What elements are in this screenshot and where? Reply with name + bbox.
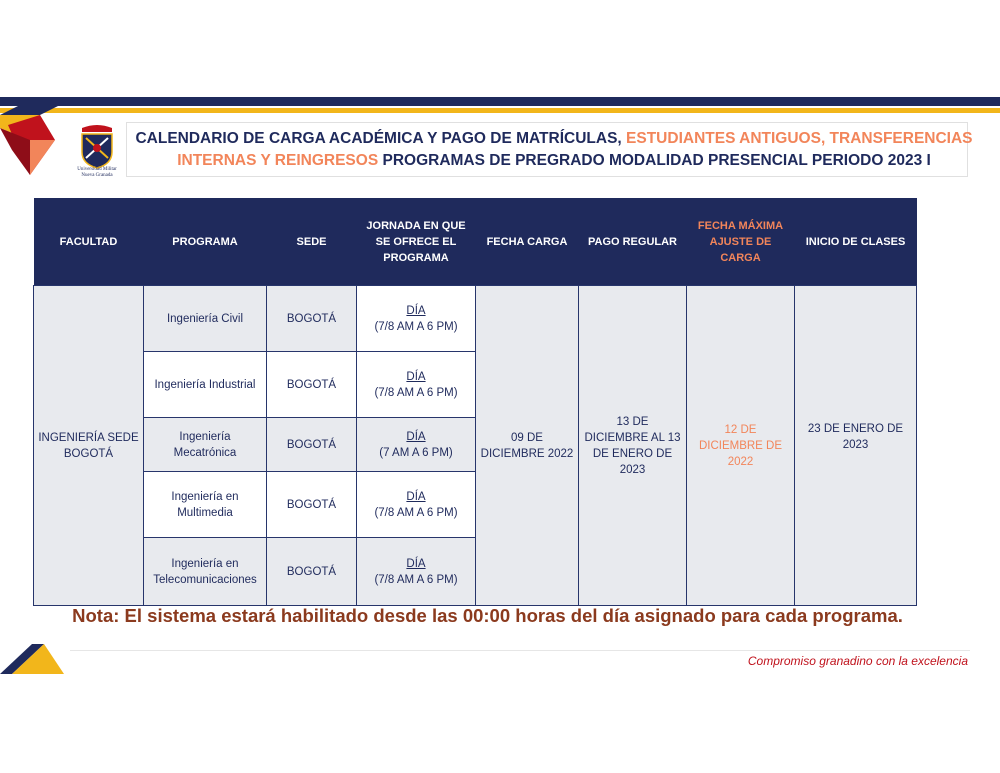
note-text: Nota: El sistema estará habilitado desde las 00:00 horas del día asignado para cada programa. [72, 605, 903, 626]
cell-pago-regular: 13 DE DICIEMBRE AL 13 DE ENERO DE 2023 [579, 286, 687, 606]
cell-sede: BOGOTÁ [267, 538, 357, 606]
footer-triangle-icon [0, 644, 64, 678]
header-jornada: JORNADA EN QUE SE OFRECE EL PROGRAMA [357, 198, 476, 286]
cell-facultad: INGENIERÍA SEDE BOGOTÁ [34, 286, 144, 606]
cell-sede: BOGOTÁ [267, 418, 357, 472]
table-header-row [34, 198, 917, 286]
calendar-table [33, 198, 917, 606]
cell-jornada [357, 418, 476, 472]
jornada-label: DÍA [406, 490, 426, 503]
header-facultad: FACULTAD [34, 198, 144, 286]
logo-text-line1: Universidad Militar [77, 167, 117, 172]
cell-programa: Ingeniería en Telecomunicaciones [144, 538, 267, 606]
cell-jornada [357, 472, 476, 538]
cell-programa: Ingeniería Civil [144, 286, 267, 352]
jornada-horario: (7/8 AM A 6 PM) [374, 386, 458, 399]
jornada-horario: (7 AM A 6 PM) [379, 446, 453, 459]
title-highlight: ESTUDIANTES ANTIGUOS, TRANSFERENCIAS INTERNAS Y REINGRESOS [177, 130, 973, 169]
geometric-logo-icon [0, 100, 70, 180]
table-row [34, 286, 917, 352]
cell-programa: Ingeniería en Multimedia [144, 472, 267, 538]
top-navy-bar [0, 97, 1000, 106]
header-programa: PROGRAMA [144, 198, 267, 286]
footer-motto: Compromiso granadino con la excelencia [747, 654, 968, 668]
header-sede: SEDE [267, 198, 357, 286]
jornada-horario: (7/8 AM A 6 PM) [374, 320, 458, 333]
jornada-horario: (7/8 AM A 6 PM) [374, 506, 458, 519]
cell-inicio-clases: 23 DE ENERO DE 2023 [795, 286, 917, 606]
header-pago-regular: PAGO REGULAR [579, 198, 687, 286]
cell-sede: BOGOTÁ [267, 472, 357, 538]
cell-programa: Ingeniería Mecatrónica [144, 418, 267, 472]
logo-text-line2: Nueva Granada [81, 173, 113, 178]
cell-programa: Ingeniería Industrial [144, 352, 267, 418]
jornada-label: DÍA [406, 430, 426, 443]
jornada-label: DÍA [406, 370, 426, 383]
footer-divider [70, 650, 970, 651]
cell-sede: BOGOTÁ [267, 286, 357, 352]
cell-jornada [357, 538, 476, 606]
title-part1: CALENDARIO DE CARGA ACADÉMICA Y PAGO DE MATRÍCULAS, [135, 130, 627, 147]
cell-jornada [357, 286, 476, 352]
page-title [126, 128, 982, 172]
cell-jornada [357, 352, 476, 418]
header-inicio-clases: INICIO DE CLASES [795, 198, 917, 286]
jornada-horario: (7/8 AM A 6 PM) [374, 573, 458, 586]
cell-fecha-carga: 09 DE DICIEMBRE 2022 [476, 286, 579, 606]
jornada-label: DÍA [406, 304, 426, 317]
cell-fecha-maxima: 12 DE DICIEMBRE DE 2022 [687, 286, 795, 606]
university-name-logo [66, 167, 128, 179]
top-gold-bar [0, 108, 1000, 113]
header-fecha-carga: FECHA CARGA [476, 198, 579, 286]
header-fecha-maxima: FECHA MÁXIMA AJUSTE DE CARGA [687, 198, 795, 286]
jornada-label: DÍA [406, 557, 426, 570]
cell-sede: BOGOTÁ [267, 352, 357, 418]
title-part2: PROGRAMAS DE PREGRADO MODALIDAD PRESENCIAL PERIODO 2023 I [378, 152, 931, 169]
